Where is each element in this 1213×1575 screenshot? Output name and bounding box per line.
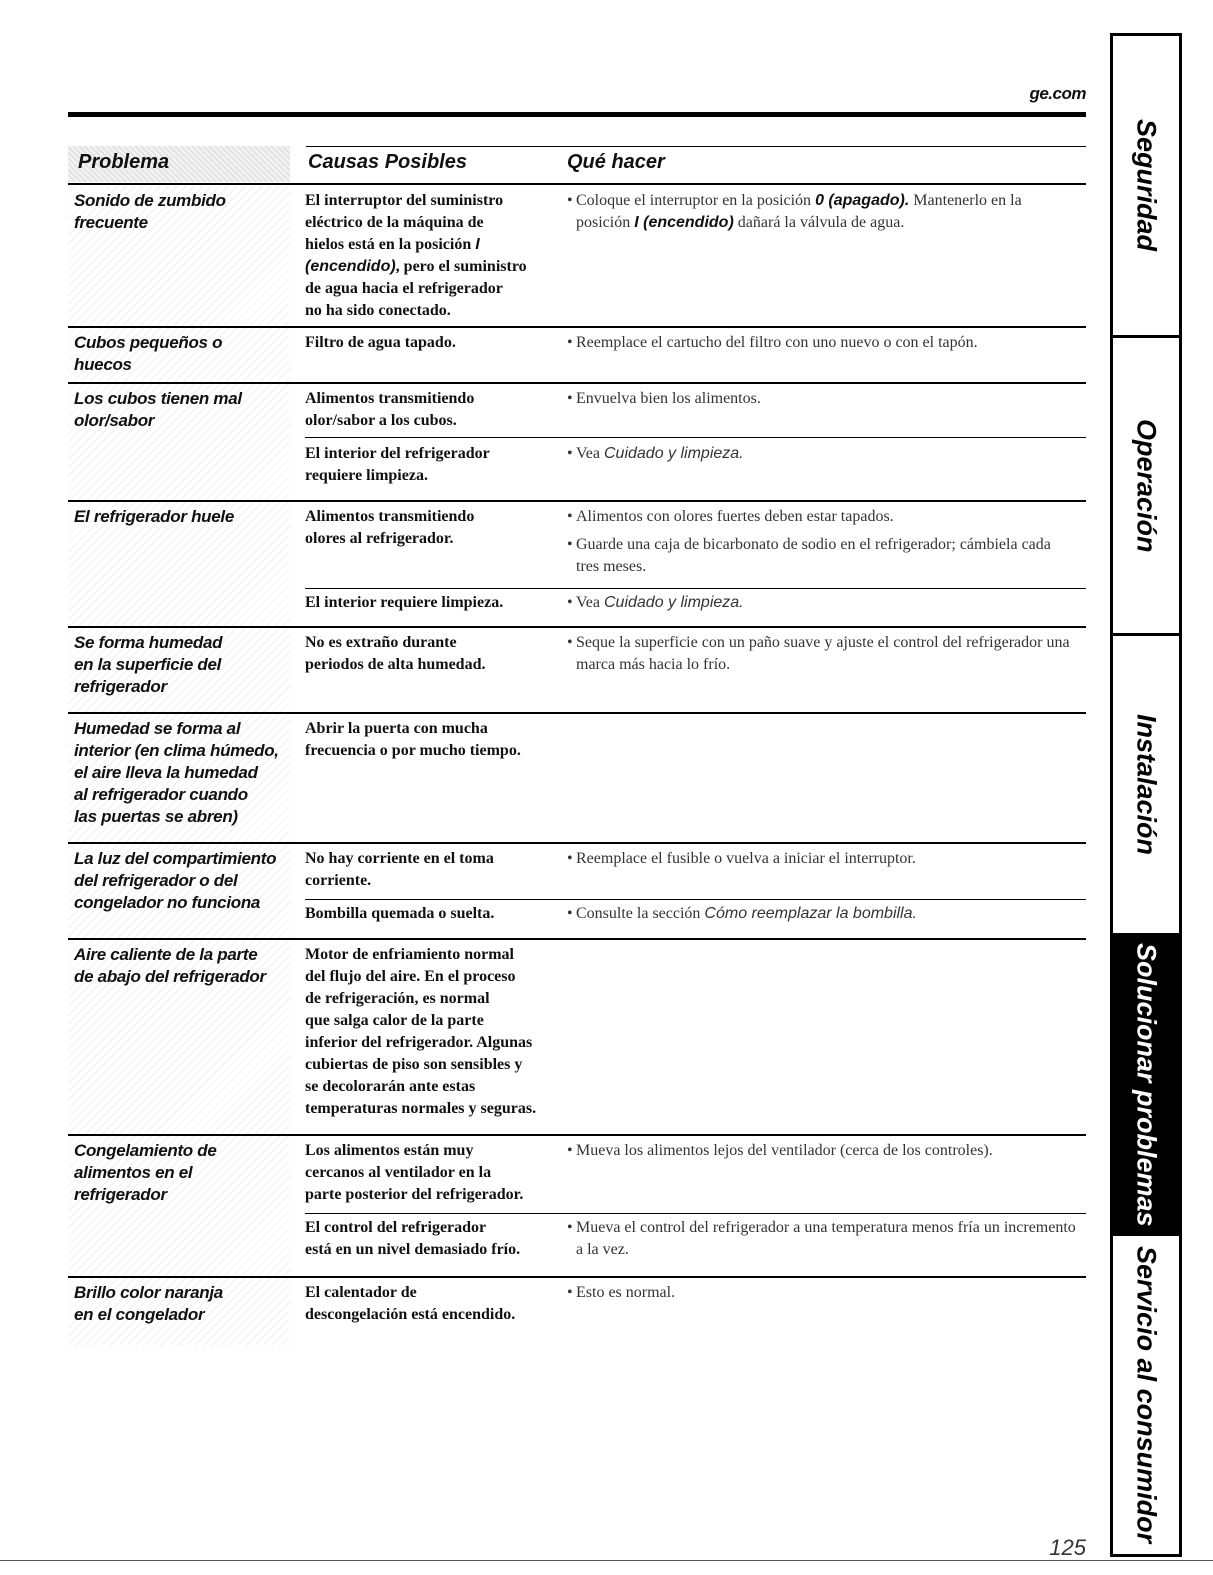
problem-cell xyxy=(68,328,290,382)
tab-seguridad[interactable] xyxy=(1110,33,1182,335)
top-rule xyxy=(68,112,1086,117)
table-row xyxy=(68,500,1086,626)
cause-text: El interruptor del suministro eléctrico de la máquina de hielos está en la posición I (encendido), pero el suministro de agua hacia el refrigerador no ha sido conectado. xyxy=(305,192,527,319)
cause-text: Bombilla quemada o suelta. xyxy=(305,905,495,922)
action-text: • Vea Cuidado y limpieza. xyxy=(567,594,744,611)
tab-solucionar-problemas[interactable] xyxy=(1110,933,1182,1233)
problem-cell xyxy=(68,628,290,712)
tab-label: Solucionar problemas xyxy=(1131,942,1162,1227)
problem-text: Los cubos tienen mal olor/sabor xyxy=(74,389,242,430)
problem-text: El refrigerador huele xyxy=(74,507,234,526)
bottom-rule xyxy=(0,1560,1213,1561)
table-row xyxy=(68,1276,1086,1346)
problem-text: Congelamiento de alimentos en el refrigerador xyxy=(74,1141,217,1204)
cause-text: Los alimentos están muy cercanos al ventilador en la parte posterior del refrigerador. xyxy=(305,1142,524,1203)
table-row xyxy=(68,842,1086,938)
problem-cell xyxy=(68,186,290,326)
cause-text: El interior requiere limpieza. xyxy=(305,594,504,611)
action-text: • Coloque el interruptor en la posición 0 (apagado). Mantenerlo en la posición I (encendido) dañará la válvula de agua. xyxy=(567,192,1022,231)
tab-label: Seguridad xyxy=(1131,119,1162,252)
table-row xyxy=(68,938,1086,1134)
tab-label: Servicio al consumidor xyxy=(1131,1246,1162,1544)
cause-text: No es extraño durante periodos de alta humedad. xyxy=(305,634,486,673)
cause-text: Motor de enfriamiento normal del flujo del aire. En el proceso de refrigeración, es normal que salga calor de la parte inferior del refrigerador. Algunas cubiertas de piso son sensibles y se decolorarán ante estas temperaturas normales y seguras. xyxy=(305,946,537,1117)
cause-text: El interior del refrigerador requiere limpieza. xyxy=(305,445,490,484)
cause-text: Alimentos transmitiendo olores al refrigerador. xyxy=(305,508,475,547)
table-row xyxy=(68,626,1086,712)
problem-text: Sonido de zumbido frecuente xyxy=(74,191,226,232)
header-problem-cell xyxy=(68,146,290,182)
table-row xyxy=(68,382,1086,500)
action-text: • Mueva el control del refrigerador a una temperatura menos fría un incremento a la vez. xyxy=(567,1219,1076,1258)
sub-rule xyxy=(305,588,1086,589)
action-text: • Mueva los alimentos lejos del ventilador (cerca de los controles). xyxy=(567,1142,993,1159)
cause-text: El calentador de descongelación está encendido. xyxy=(305,1284,516,1323)
problem-text: Brillo color naranja en el congelador xyxy=(74,1283,223,1324)
sub-rule xyxy=(305,437,1086,438)
action-text: • Alimentos con olores fuertes deben estar tapados. xyxy=(567,508,894,525)
table-row xyxy=(68,712,1086,842)
cause-text: No hay corriente en el toma corriente. xyxy=(305,850,494,889)
header-causes: Causas Posibles xyxy=(308,151,467,173)
action-text: • Vea Cuidado y limpieza. xyxy=(567,445,744,462)
action-text: • Consulte la sección Cómo reemplazar la bombilla. xyxy=(567,905,917,922)
cause-text: Abrir la puerta con mucha frecuencia o por mucho tiempo. xyxy=(305,720,521,759)
problem-cell xyxy=(68,502,290,626)
tab-label: Operación xyxy=(1131,418,1162,553)
action-text: • Seque la superficie con un paño suave y ajuste el control del refrigerador una marca más hacia lo frío. xyxy=(567,634,1070,673)
page-number: 125 xyxy=(1049,1535,1086,1560)
problem-text: Se forma humedad en la superficie del refrigerador xyxy=(74,633,223,696)
action-text: • Reemplace el cartucho del filtro con uno nuevo o con el tapón. xyxy=(567,334,978,351)
table-header xyxy=(68,146,1086,184)
table-row xyxy=(68,1134,1086,1276)
header-problem: Problema xyxy=(78,151,170,173)
table-row xyxy=(68,326,1086,382)
problem-cell xyxy=(68,1136,290,1276)
tab-label: Instalación xyxy=(1131,713,1162,856)
problem-cell xyxy=(68,714,290,842)
tab-operacion[interactable] xyxy=(1110,335,1182,633)
problem-cell xyxy=(68,844,290,938)
cause-text: El control del refrigerador está en un nivel demasiado frío. xyxy=(305,1219,521,1258)
action-text: • Envuelva bien los alimentos. xyxy=(567,390,761,407)
header-action: Qué hacer xyxy=(567,151,665,173)
problem-cell xyxy=(68,940,290,1134)
problem-cell xyxy=(68,384,290,500)
problem-text: Cubos pequeños o huecos xyxy=(74,333,223,374)
cause-text: Filtro de agua tapado. xyxy=(305,334,456,351)
site-url: ge.com xyxy=(1029,84,1086,103)
sub-rule xyxy=(305,899,1086,900)
header-top-rule xyxy=(306,146,1086,147)
action-text: • Esto es normal. xyxy=(567,1284,676,1301)
action-text: • Reemplace el fusible o vuelva a iniciar el interruptor. xyxy=(567,850,916,867)
tab-servicio-al-consumidor[interactable] xyxy=(1110,1233,1182,1557)
sub-rule xyxy=(305,1213,1086,1214)
problem-cell xyxy=(68,1278,290,1346)
action-text: • Guarde una caja de bicarbonato de sodio en el refrigerador; cámbiela cada tres meses. xyxy=(567,536,1051,575)
cause-text: Alimentos transmitiendo olor/sabor a los cubos. xyxy=(305,390,475,429)
table-row xyxy=(68,184,1086,326)
problem-text: Aire caliente de la parte de abajo del refrigerador xyxy=(74,945,266,986)
problem-text: Humedad se forma al interior (en clima húmedo, el aire lleva la humedad al refrigerador cuando las puertas se abren) xyxy=(74,719,279,826)
tab-instalacion[interactable] xyxy=(1110,633,1182,933)
problem-text: La luz del compartimiento del refrigerador o del congelador no funciona xyxy=(74,849,277,912)
